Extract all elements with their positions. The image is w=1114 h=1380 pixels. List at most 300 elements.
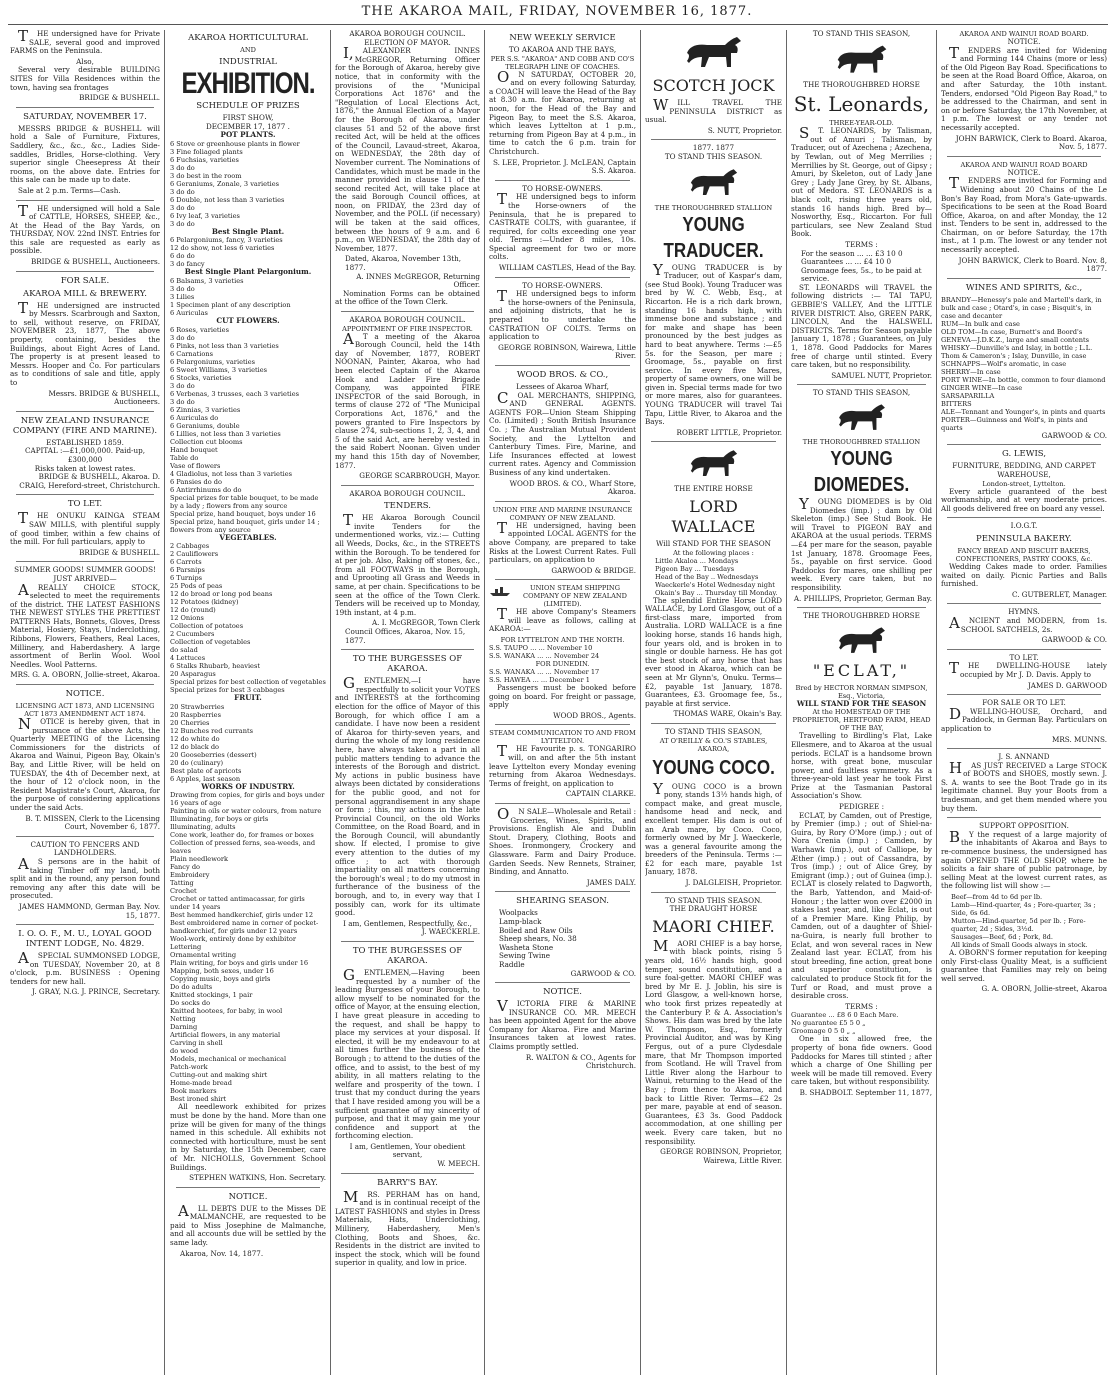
advert-heading: G. LEWIS,: [1001, 449, 1047, 460]
advert-text: ECLAT, by Camden, out of Prestige, by Premier (imp.) ; out of Shiel-na-Guira, by Rory O'More (imp.) ; out of Nora Crenia (imp.) ; Camden, by Warhawk (imp.), out of Calliope, by Æther (imp.) ; out of Cassandra, by Tros (imp.) ; out of Alice Grey, by Emigrant (imp.) ; out of Guinea (imp.). ECLAT is closely related to Dagworth, the Barb, Yattendon, and Maid-of-Honour ; the latter won over £2000 in stakes last year, and, like Eclat, is out of a Premier Mare. King Philip, by Camden, out of a daughter of Shiel-na-Guira, is nearly full brother to Eclat, and won several races in New Zealand last year. ECLAT, from his stout breeding, fine action, great bone and superior constitution, is calculated to produce Stock fit for the Turf or Road, and must prove a desirable cross.: [791, 810, 932, 1001]
list-item: 6 Stalks Rhubarb, heaviest: [170, 662, 260, 671]
advert-heading: NOTICE.: [228, 1191, 268, 1202]
list-item: 12 Onions: [170, 614, 204, 623]
advert-divider: [947, 278, 1101, 279]
advert-divider: [947, 517, 1101, 518]
list-item: 6 Pelargoniums, varieties: [170, 357, 256, 366]
list-item: Groomage 0 5 0 „ „: [791, 1027, 856, 1036]
horse-icon: [832, 624, 892, 658]
goods-list: [489, 909, 636, 969]
advert-divider: [947, 156, 1101, 157]
advert-heading: AKAROA HORTICULTURAL: [188, 33, 308, 43]
advert-signature: B. SHADBOLT. September 11, 1877,: [799, 1087, 932, 1097]
advert-heading: SUMMER GOODS! SUMMER GOODS!: [14, 565, 156, 575]
list-item: Best embroidered name in corner of pocket-handkerchief, for girls under 12 years: [170, 919, 319, 936]
list-item: 6 Verbenas, 3 trusses, each 3 varieties: [170, 389, 299, 398]
advert-divider: [651, 441, 776, 442]
advert-divider: [495, 277, 630, 278]
advert-signature: JAMES D. GARWOOD: [1027, 680, 1107, 690]
list-item: 2 Cabbages: [170, 542, 210, 551]
column-4: [489, 30, 636, 1375]
advert-heading: TO STAND THIS SEASON,: [812, 30, 911, 38]
horse-icon: [830, 42, 894, 78]
list-item: 6 Balsams, 3 varieties: [170, 276, 244, 285]
list-item: PORTER—Guinness and Wolf's, in pints and quarts: [941, 415, 1088, 432]
advert-signature: GEORGE SCARBROUGH, Mayor.: [359, 471, 480, 481]
column-1: [10, 30, 160, 1375]
list-item: Home-made bread: [170, 1079, 232, 1088]
list-item: Waeckerle's Hotel Wednesday night: [655, 580, 775, 589]
advert-heading: AKAROA BOROUGH COUNCIL.: [349, 315, 466, 324]
advert-heading: TO LET.: [1009, 652, 1039, 662]
list-item: 20 Asparagus: [170, 670, 216, 679]
advert-subheading: THE THOROUGHBRED STALLION: [654, 203, 773, 212]
advert-heading: SATURDAY, NOVEMBER 17.: [23, 111, 147, 122]
wines-list: [941, 296, 1107, 432]
advert-text: NOTICE is hereby given, that in pursuance of the above Acts, the Quarterly MEETING of the Licensing Commissioners for the districts of Akaroa and Wainui, Pigeon Bay, Okain's Bay, and Little River, will be held on TUESDAY, the 4th of December next, at the hour of 12 o'clock noon, in the Resident Magistrate's Court, Akaroa, for the purpose of considering applications under the said Acts.: [10, 715, 160, 812]
advert-signature: MRS. G. A. OBORN, Jollie-street, Akaroa.: [10, 670, 160, 680]
section-heading: POT PLANTS.: [220, 130, 276, 140]
column-rule: [936, 30, 937, 1375]
list-item: Painting in oils or water colours, from nature: [170, 807, 322, 816]
advert-text: TENDERS are invited for Forming and Widening about 20 Chains of the Le Bon's Bay Road, from Mora's Gate-upwards. Specifications to be seen at the Road Board Office, Akaroa, on and after Monday, the 12 inst. Tenders to be sent in, addressed to the Chairman, on or before Saturday, the 17th inst., at 1 p.m. The lowest or any tender not necessarily accepted.: [941, 174, 1107, 255]
list-item: S.S. WANAKA ... ... November 24: [489, 652, 600, 661]
advert-subheading: Lessees of Akaroa Wharf,: [516, 382, 609, 391]
list-item: S.S. WANAKA ... ... November 17: [489, 668, 600, 677]
advert-signature: J. GRAY, N.G. J. PRINCE, Secretary.: [32, 987, 160, 997]
list-item: Illuminating, for boys or girls: [170, 815, 269, 824]
list-item: Models, mechanical or mechanical: [170, 1055, 287, 1064]
advert-signature: BRIDGE & BUSHELL, Akaroa. D. CRAIG, Hereford-street, Christchurch.: [19, 472, 160, 490]
terms-list: [791, 1011, 932, 1035]
advert-signature: W. MEECH.: [437, 1159, 480, 1169]
advert-signature: R. WALTON & CO., Agents for Christchurch.: [525, 1052, 636, 1071]
advert-text: MESSRS BRIDGE & BUSHELL will hold a Sale of Furniture, Fixtures, Saddlery, &c., &c., &c., Ladies Side-saddles, Bridles, Horse-clothing. Very superior single Cheesepress At their rooms, on the above date. Entries for this sale can be made up to date.: [10, 123, 160, 185]
advert-text: ESTABLISHED 1859.: [46, 437, 124, 447]
list-item: Collection of pressed ferns, sea-weeds, and leaves: [170, 839, 316, 856]
advert-text: CAPITAL :—£1,000,000. Paid-up, £300,000: [25, 446, 145, 464]
list-item: GENEVA—J.D.K.Z., large and small contents: [941, 335, 1090, 344]
column-rule: [164, 30, 165, 1375]
advert-licensing-notice: [10, 689, 160, 832]
advert-text: TENDERS are invited for Widening and Forming 144 Chains (more or less) of the Old Pigeon Bay Road. Specifications to be seen at the Road Board Office, Akaroa, on and after Saturday, the 10th instant. Tenders, endorsed "Old Pigeon Bay Road," to be addressed to the Chairman, and sent in on or before Saturday, the 17th November, at 1 p.m. The lowest or any tender not necessarily accepted.: [941, 43, 1107, 132]
advert-subheading: WILL STAND FOR THE SEASON: [796, 698, 927, 708]
advert-text: ALL DEBTS DUE to the Misses DE MALMANCHE, are requested to be paid to Miss Josephine de Malmanche, and all accounts due will be settled by the same lady.: [170, 1201, 326, 1248]
advert-mill-brewery: [10, 276, 160, 407]
advert-divider: [16, 924, 154, 925]
advert-subheading: TO AKAROA AND THE BAYS,: [508, 45, 617, 54]
advert-text: THE undersigned are instructed by Messrs. Scarbrough and Saxton, to sell, without reserve, on FRIDAY, NOVEMBER 23, 1877, The above property, containing, besides the Buildings, about Eight Acres of Land. The property is at present leased to Messrs. Hooper and Co. For particulars as to conditions of sale and title, apply to: [10, 298, 160, 387]
advert-divider: [341, 485, 474, 486]
advert-text: THE above Company's Steamers will leave as follows, calling at AKAROA:—: [489, 605, 636, 634]
advert-divider: [651, 723, 776, 724]
advert-signature: WILLIAM CASTLES, Head of the Bay.: [498, 263, 636, 273]
list-item: 3 do do: [170, 187, 195, 196]
advert-subheading: THE THOROUGHBRED STALLION: [802, 438, 921, 446]
list-item: Lamp-black: [499, 916, 542, 926]
advert-signature: SAMUEL NUTT, Proprietor.: [831, 370, 932, 380]
advert-subheading: NOTICE.: [1007, 167, 1041, 177]
advert-signature: JOHN BARWICK, Clerk to Board. Akaroa, Nov. 5, 1877.: [955, 133, 1107, 152]
list-item: Knitted hootees, for baby, in wool: [170, 1007, 283, 1016]
list-item: Book markers: [170, 1087, 217, 1096]
list-item: All kinds of Small Goods always in stock.: [951, 941, 1088, 949]
advert-divider: [341, 941, 474, 942]
advert-divider: [495, 501, 630, 502]
list-item: 4 Gladiolus, not less than 3 varieties: [170, 469, 292, 478]
advert-text: All needlework exhibited for prizes must be done by the hand. More than one prize will be given for many of the things named in this schedule. All exhibits not connected with horticulture, must be sent in by Saturday, the 15th December, care of Mr. NICHOLLS, Government School Buildings.: [170, 1102, 326, 1172]
list-item: do salad: [170, 646, 198, 655]
advert-signature: WOOD BROS., Agents.: [553, 710, 636, 720]
list-item: Embroidery: [170, 871, 210, 880]
list-item: 6 Zinnias, 3 varieties: [170, 405, 241, 414]
list-item: 6 Carnations: [170, 349, 213, 358]
advert-signature: CAPTAIN CLARKE.: [565, 789, 636, 799]
horse-name: LORD WALLACE: [671, 497, 756, 537]
advert-text: MRS. PERHAM has on hand, and is in continual receipt of the LATEST FASHIONS and styles in Dress Materials, Hats, Underclothing, Millinery, Haberdashery, Men's Clothing, Boots and Shoes, &c. Residents in the district are invited to inspect the stock, which will be found superior in quality, and low in price.: [335, 1187, 480, 1268]
advert-heading: WINES AND SPIRITS, &c.,: [965, 282, 1083, 293]
advert-heading: WOOD BROS. & CO.,: [516, 370, 609, 380]
advert-text: COAL MERCHANTS, SHIPPING, AND GENERAL AGENTS. AGENTS FOR—Union Steam Shipping Co. (Limited) ; South British Insurance Co. ; The Australian Mutual Provident Society, and the Lyttelton and Canterbury Times. Fire, Marine, and Life Insurances effected at lowest current rates. Agency and Commission Business of any kind undertaken.: [489, 388, 636, 477]
list-item: Guarantees ... ... £4 10 0: [801, 257, 892, 267]
advert-signature: GARWOOD & BRIDGE.: [551, 565, 636, 575]
advert-text: HAS JUST RECEIVED a Large STOCK of BOOTS and SHOES, mostly sewn. J. S. A. wants to see the Boot Trade go in its legitimate channel. Buy your Boots from a tradesman, and get them mended where you buy them.: [941, 758, 1107, 813]
advert-heading: SHEARING SEASON.: [516, 896, 609, 907]
advert-divider: [947, 748, 1101, 749]
list-item: 20 Raspberries: [170, 710, 221, 719]
list-item: S.S. TAUPO ... ... November 10: [489, 644, 593, 653]
list-item: 6 Fuchsias, varieties: [170, 155, 239, 164]
section-heading: FRUIT.: [234, 693, 262, 703]
horse-icon: [684, 446, 744, 482]
list-item: Plain needlework: [170, 855, 228, 864]
steamship-icon: [489, 586, 511, 596]
advert-divider: [16, 684, 154, 685]
list-item: Beef—from 4d to 6d per lb.: [951, 893, 1043, 901]
advert-subheading: LICENSING ACT 1873, AND LICENSING ACT 1873 AMENDMENT ACT 1874.: [15, 702, 155, 719]
list-item: S.S. HAWEA ... ... December 1: [489, 676, 590, 685]
list-item: 3 do do: [170, 381, 195, 390]
list-item: Fancy do: [170, 863, 201, 872]
advert-divider: [651, 139, 776, 140]
list-item: 6 Stocks, varieties: [170, 373, 232, 382]
list-item: SHERRY—In case: [941, 367, 1001, 376]
advert-heading: TO LET.: [67, 499, 103, 510]
list-item: 12 do white do: [170, 734, 220, 743]
list-item: Special prize, hand bouquet, girls under 14 ; flowers from any source: [170, 517, 320, 534]
advert-heading: AKAROA MILL & BREWERY.: [23, 288, 147, 299]
list-item: Do socks do: [170, 999, 211, 1008]
terms-list: [791, 250, 932, 284]
list-item: 6 Lillies, not less than 3 varieties: [170, 429, 281, 438]
column-5: [645, 30, 782, 1375]
list-item: WHISKY—Dunville's and Islay, in bottle ; L.L. Thom & Cameron's ; Islay, Dunville, in case: [941, 343, 1093, 360]
list-item: Washeta Stone: [499, 942, 554, 952]
list-item: 6 Roses, varieties: [170, 325, 229, 334]
horse-name: St. Leonards,: [793, 92, 930, 117]
advert-heading: I. O. O. F., M. U., LOYAL GOOD INTENT LODGE, No. 4829.: [18, 929, 152, 950]
list-item: 6 Parsnips: [170, 566, 205, 575]
section-heading: Best Single Plant.: [211, 226, 285, 236]
list-item: Collection of vegetables: [170, 638, 251, 647]
list-item: Crochet or tatted antimacassar, for girls under 14 years: [170, 895, 305, 912]
advert-signature: G. A. OBORN, Jollie-street, Akaroa: [981, 984, 1107, 994]
sailing-list: [489, 644, 636, 660]
advert-divider: [16, 494, 154, 495]
advert-heading: TO HORSE-OWNERS.: [522, 280, 603, 290]
advert-text: I,ALEXANDER INNES McGREGOR, Returning Officer for the Borough of Akaroa, hereby give notice, that in conformity with the provisions of the "Municipal Corporations Act 1876" and the "Regulation of Local Elections Act, 1876," the Annual Election of a Mayor for the Borough of Akaroa, under clauses 51 and 52 of the above first recited Act, will be held at the offices of the Council, Lavaud-street, Akaroa, on WEDNESDAY, the 28th day of November current. The Nominations of Candidates, which must be made in the manner provided in clause 11 of the second recited Act, will take place at the said Borough Council offices, at noon, on FRIDAY, the 23rd day of November, and the POLL (if necessary) will be taken at the said offices, between the hours of 9 a.m. and 6 p.m., on WEDNESDAY, the 28th day of November, 1877.: [335, 44, 480, 253]
advert-heading: TO STAND THIS SEASON.: [664, 151, 763, 161]
advert-text: ANCIENT and MODERN, from 1s. SCHOOL SATCHELS, 2s.: [949, 613, 1107, 634]
advert-subheading: THREE-YEAR-OLD.: [829, 119, 894, 128]
advert-text: THE undersigned will hold a Sale of CATTLE, HORSES, SHEEP, &c., At the Head of the Bay Yards, on THURSDAY, NOV. 22nd INST. Entries for this sale are requested as early as possible.: [10, 201, 160, 256]
advert-text: THE ONUKU KAINGA STEAM SAW MILLS, with plentiful supply of good timber, within a few chains of the mill. For full particulars, apply to: [10, 509, 160, 547]
advert-heading: UNION FIRE AND MARINE INSURANCE COMPANY OF NEW ZEALAND.: [492, 505, 633, 522]
column-3: [335, 30, 480, 1375]
advert-text: Also,: [76, 56, 94, 66]
advert-heading: I.O.G.T.: [1010, 521, 1038, 531]
list-item: Ornamental writing: [170, 951, 237, 960]
advert-heading: AKAROA AND WAINUI ROAD BOARD: [960, 160, 1088, 169]
list-item: Pigeon Bay ... Tuesdays: [655, 564, 735, 573]
advert-divider: [651, 892, 776, 893]
advert-text: AREALLY CHOICE STOCK, selected to meet the requirements of the district. THE LATEST FASHIONS THE NEWEST STYLES THE PRETTIEST PATTERNS Hats, Bonnets, Gloves, Dress Material, Hosiery, Stays, Underclothing, Ribbons, Flowers, Feathers, Real Laces, Millinery, and Haberdashery. A large assortment of Berlin Wool. Wool Needles. Wool Patterns.: [10, 580, 160, 669]
list-item: 6 Stove or greenhouse plants in flower: [170, 139, 300, 148]
advert-farms: [10, 30, 160, 103]
list-item: Mutton—Hind-quarter, 5d per lb. ; Fore-quarter, 2d ; Sides, 3½d.: [951, 917, 1086, 933]
list-item: Little Akaloa ... Mondays: [655, 556, 739, 565]
prize-list: [170, 326, 326, 534]
advert-signature: GARWOOD & CO.: [570, 968, 636, 978]
advert-divider: [797, 384, 926, 385]
advert-signature: JOHN BARWICK, Clerk to Board. Nov. 8, 1877.: [958, 255, 1107, 274]
advert-signature: GARWOOD & CO.: [1041, 635, 1107, 645]
advert-signature: THOMAS WARE, Okain's Bay.: [673, 709, 782, 719]
advert-text: AT a meeting of the Akaroa Borough Council, held the 14th day of November, 1877, ROBERT NOONAN, Painter, Akaroa, who had been elected Captain of the Akaroa Hook and Ladder Fire Brigade Company, was appointed FIRE INSPECTOR of the said Borough, in terms of clause 272 of "The Municipal Corporations Act, 1876," and the powers granted to Fire Inspectors by clause 274, sub-sections 1, 2, 3, 4, and 5 of the said Act, are hereby vested in the said Robert Noonan. Given under my hand this 15th day of November, 1877.: [335, 329, 480, 470]
horse-icon: [832, 401, 892, 435]
advert-subheading: At the following places :: [673, 548, 754, 557]
advert-heading: TO THE BURGESSES OF AKAROA.: [352, 946, 463, 966]
advert-heading: THE ENTIRE HORSE: [674, 484, 753, 494]
list-item: For the season ... ... £3 10 0: [801, 248, 903, 258]
prize-list: [170, 140, 326, 228]
list-item: Wool-work, entirely done by exhibitor: [170, 935, 297, 944]
section-heading: CUT FLOWERS.: [216, 315, 280, 325]
advert-text: AND: [240, 46, 256, 54]
list-item: 25 Pods of peas: [170, 582, 223, 591]
list-item: 3 do do: [170, 219, 195, 228]
advert-heading: TO THE BURGESSES OF AKAROA.: [352, 654, 463, 675]
advert-divider: [495, 579, 630, 580]
advert-divider: [947, 603, 1101, 604]
advert-signature: Messrs. BRIDGE & BUSHELL, Auctioneers.: [48, 388, 160, 407]
advert-caution: [10, 841, 160, 920]
list-item: ALE—Tennant and Younger's, in pints and quarts: [941, 407, 1106, 416]
advert-signature: GEORGE ROBINSON, Wairewa, Little River.: [498, 342, 636, 361]
list-item: BRANDY—Henessy's pale and Martell's dark, in bulk and case ; Otard's, in case ; Bisquit's, in case and decanter: [941, 295, 1102, 320]
list-item: Boiled and Raw Oils: [499, 925, 573, 935]
advert-text: One in six allowed free, the property of bona fide owners. Good Paddocks for Mares till stinted ; after which a charge of One Shilling per week will be made till removed. Every care taken, but without responsibility.: [791, 1034, 932, 1087]
list-item: Cone work, leather do, for frames or boxes: [170, 831, 314, 840]
advert-signature: B. T. MISSEN, Clerk to the Licensing Court, November 6, 1877.: [25, 813, 160, 832]
advert-signature: J. DALGLEISH, Proprietor.: [685, 878, 782, 888]
list-item: Woolpacks: [499, 908, 538, 918]
list-item: 6 Sweet Williams, 3 varieties: [170, 365, 268, 374]
column-rule: [786, 30, 787, 1375]
advert-signature: S. LEE, Proprietor. J. McLEAN, Captain S.S. Akaroa.: [492, 157, 636, 176]
list-item: 1 Specimen plant of any description: [170, 300, 291, 309]
advert-divider: [341, 649, 474, 650]
advert-cattle-sale: [10, 201, 160, 267]
advert-heading: SCOTCH JOCK: [652, 76, 775, 95]
list-item: Groomage fees, 5s., to be paid at service.: [801, 265, 922, 284]
advert-signature: Akaroa, Nov. 14, 1877.: [180, 1248, 264, 1258]
list-item: Do do adults: [170, 983, 213, 992]
list-item: 6 Auriculas do: [170, 413, 219, 422]
advert-divider: [797, 607, 926, 608]
advert-subheading: ELECTION OF MAYOR.: [364, 37, 451, 47]
exhibition-title: EXHIBITION.: [181, 66, 315, 101]
prize-list: [170, 277, 326, 317]
list-item: 3 do do: [170, 163, 195, 172]
advert-text: YOUNG DIOMEDES is by Old Diomedes (imp.) ; dam by Old Skeleton (imp.) See Stud Book. He will Travel to PIGEON BAY and AKAROA at the usual periods. TERMS—£4 per mare for the season, payable 1st January, 1878. Groomage Fees, 5s., payable on first service. Good Paddocks for mares, one shilling per week. Every care taken, but no responsibility.: [791, 495, 932, 592]
list-item: Best hemmed handkerchief, girls under 12: [170, 911, 314, 920]
advert-text: THE Akaroa Borough Council invite Tenders for the undermentioned works, viz.:— Cutting all Weeds, Docks, &c., in the STREETS within the Borough. To be tendered for at per job. Also, Raking off stones, &c., from all FOOTWAYS in the Borough, and Uprooting all Grass and Weeds in same, at per chain. Specifications to be seen at the office of the Town Clerk. Tenders will be received up to Monday, 19th instant, at 4 p.m.: [335, 511, 480, 617]
advert-heading: TO STAND THIS SEASON,: [812, 388, 911, 398]
meat-price-list: [941, 893, 1107, 949]
list-item: do wood: [170, 1047, 199, 1056]
advert-text: Wedding Cakes made to order. Families waited on daily. Picnic Parties and Balls furnished.: [941, 562, 1107, 589]
list-item: 6 Carrots: [170, 558, 202, 567]
list-item: 20 Gooseberries (dessert): [170, 750, 257, 759]
list-item: Special prize, hand bouquet, boys under 16: [170, 509, 316, 518]
advert-text: DWELLING-HOUSE, Orchard, and Paddock, in German Bay. Particulars on application to: [941, 704, 1107, 733]
list-item: 3 do do: [170, 284, 195, 293]
horse-name: "ECLAT,": [812, 660, 911, 680]
list-item: Drawing from copies, for girls and boys under 16 years of age: [170, 791, 325, 808]
list-item: SARSAPARILLA: [941, 391, 995, 400]
advert-text: WILL TRAVEL THE PENINSULA DISTRICT as usual.: [645, 96, 782, 125]
list-item: 12 Bunches red currants: [170, 726, 253, 735]
list-item: Table do: [170, 453, 199, 462]
advert-signature: A. INNES McGREGOR, Returning Officer.: [356, 271, 480, 290]
section-heading: Best Single Plant Pelargonium.: [184, 267, 312, 277]
advert-text: ST. LEONARDS, by Talisman, out of Amuri ; Talisman, by Traducer, out of Azechena ; Azechena, by Tewlan, out of Meg Merrilies ; Merrillies by St. George, out of Gipsy ; Amuri, by Skeleton, out of Lady Jane Grey ; Lady Jane Grey, by St. Albans, out of Medora. ST. LEONARDS is a black colt, rising three years old, stands 16 hands high. Bred by—Nosworthy, Esq., Riccarton. For full particulars, see New Zealand Stud Book.: [791, 124, 932, 239]
advert-heading: THE THOROUGHBRED HORSE: [803, 611, 920, 621]
advert-text: ASPECIAL SUMMONSED LODGE, on TUESDAY, November 20, at 8 o'clock, p.m. BUSINESS : Opening tenders for new hall.: [10, 949, 160, 986]
advert-text: The splendid Entire Horse LORD WALLACE, by Lord Glasgow, out of a first-class mare, imported from Australia. LORD WALLACE is a fine looking horse, stands 16 hands high, four years old, and is broken in to single or double harness. He has got the best stock of any horse that has ever stood in Akaroa, which can be seen at Mr Glynn's, Onuku. Terms—£2, payable 1st January, 1878. Guarantees, £3. Groomage fee, 5s., payable at first service.: [645, 595, 782, 708]
advert-text: BY the request of a large majority of the inhabitants of Akaroa and Bays to re-commence business, the undersigned has again OPENED THE OLD SHOP, where he solicits a fair share of public patronage, by selling Meat at the lowest current rates, as the following list will show :—: [941, 827, 1107, 891]
list-item: 6 Double, not less than 3 varieties: [170, 195, 285, 204]
advert-subheading: FANCY BREAD AND BISCUIT BAKERS, CONFECTIONERS, PASTRY COOKS, &c.: [955, 547, 1093, 563]
advert-signature: JAMES HAMMOND, German Bay. Nov. 15, 1877.: [18, 901, 160, 920]
list-item: 12 do show, not less 6 varieties: [170, 244, 275, 253]
list-item: Plain writing, for boys and girls under 16: [170, 959, 309, 968]
advert-insurance: [10, 416, 160, 491]
masthead-rule: [8, 24, 1108, 25]
advert-text: THE undersigned begs to inform the horse-owners of the Peninsula, and adjoining districts, that he is prepared to undertake the CASTRATION OF COLTS. Terms on application to: [489, 287, 636, 342]
advert-text: Dated, Akaroa, November 13th, 1877.: [345, 254, 462, 273]
list-item: SCHNAPPS—Wolf's aromatic, in case: [941, 359, 1067, 368]
advert-text: ON SATURDAY, OCTOBER 20, and on every following Saturday, a COACH will leave the Head of the Bay at 8.30 a.m. for Akaroa, returning at noon, for the Head of the Bay and Pigeon Bay, to meet the S.S. Akaroa, which leaves Lyttelton at 1 p.m., returning from Pigeon Bay at 4 p.m., in time to catch the 6 p.m. train for Christchurch.: [489, 67, 636, 156]
prize-list: [170, 791, 326, 1103]
advert-subheading: PER S.S. "AKAROA" AND COBB AND CO'S TELEGRAPH LINE OF COACHES.: [490, 54, 635, 71]
advert-subheading: THE DRAUGHT HORSE: [669, 904, 758, 914]
advert-signature: A. PHILLIPS, Proprietor, German Bay.: [793, 593, 932, 603]
advert-text: ON SALE—Wholesale and Retail : Groceries, Wines, Spirits, and Provisions. English Ale and Dublin Stout. Drapery, Clothing, Boots and Shoes. Ironmongery, Crockery and Glassware. Farm and Dairy Produce. Garden Seeds. New Rennets, Strainer, Binding, and Annatto.: [489, 805, 636, 877]
advert-text: Every article guaranteed of the best workmanship, and at very moderate prices. All goods delivered free on board any vessel.: [941, 486, 1107, 513]
advert-signature: ROBERT LITTLE, Proprietor.: [676, 427, 782, 437]
advert-text: Travelling to Birdling's Flat, Lake Ellesmere, and to Akaroa at the usual periods. ECLAT is a handsome brown horse, with great bone, muscular power, and faultless symmetry. As a three-year-old last year he took First Prize at the Tasmanian Pastoral Association's Show.: [791, 731, 932, 801]
advert-text: FIRST SHOW,: [222, 113, 274, 122]
list-item: Special prizes for best 3 cabbages: [170, 686, 285, 695]
section-heading: VEGETABLES.: [219, 532, 277, 542]
list-item: Collection of potatoes: [170, 622, 244, 631]
advert-divider: [16, 411, 154, 412]
advert-heading: UNION STEAM SHIPPING COMPANY OF NEW ZEALAND (LIMITED).: [523, 584, 627, 609]
advert-divider: [341, 311, 474, 312]
list-item: 3 do do: [170, 397, 195, 406]
list-item: Copying music, boys and girls: [170, 975, 271, 984]
list-item: Best ironed shirt: [170, 1095, 227, 1104]
advert-text: THE Favourite p. s. TONGARIRO will, on and after the 5th instant leave Lyttelton every Monday evening returning from Akaroa Wednesdays. Terms of freight, on application to: [489, 742, 636, 788]
horse-name: MAORI CHIEF.: [652, 916, 775, 936]
advert-heading: NEW ZEALAND INSURANCE COMPANY (FIRE AND MARINE).: [12, 415, 158, 436]
advert-subheading: JUST ARRIVED—: [53, 573, 117, 583]
column-rule: [640, 30, 641, 1375]
advert-divider: [495, 803, 630, 804]
advert-heading: TO STAND THIS SEASON.: [664, 895, 763, 905]
list-item: Sewing Twine: [499, 951, 551, 961]
masthead: THE AKAROA MAIL, FRIDAY, NOVEMBER 16, 1877.: [361, 4, 753, 19]
list-item: PORT WINE—In bottle, common to four diamond: [941, 375, 1106, 384]
advert-subheading: THE THOROUGHBRED HORSE: [803, 79, 920, 89]
list-item: 20 Strawberries: [170, 702, 225, 711]
advert-subheading: FURNITURE, BEDDING, AND CARPET WAREHOUSE,: [952, 461, 1096, 480]
advert-signature: GEORGE ROBINSON, Proprietor, Wairewa, Little River.: [660, 1147, 782, 1165]
advert-divider: [16, 561, 154, 562]
pedigree-heading: PEDIGREE :: [838, 802, 885, 812]
prize-list: [170, 236, 326, 268]
list-item: 6 do do: [170, 252, 195, 261]
list-item: 3 do do: [170, 333, 195, 342]
horse-name: YOUNG TRADUCER.: [663, 212, 764, 262]
advert-text: THE undersigned have for Private SALE, several good and improved FARMS on the Peninsula.: [10, 30, 160, 56]
advert-divider: [947, 444, 1101, 445]
advert-text: ST. LEONARDS will TRAVEL the following districts :— TAI TAPU, GEBBIE'S VALLEY, And the LITTLE RIVER DISTRICT. Also, GREEN PARK, LINCOLN, And the HALSWELL DISTRICTS. Terms for Season payable January 1, 1878 ; Guarantees, on July 1, 1878. Good Paddocks for Mares free of charge until stinted. Every care taken, but no responsibility.: [791, 282, 932, 370]
advert-divider: [495, 891, 630, 892]
list-item: Sausages—Beef, 6d ; Pork, 8d.: [951, 933, 1053, 941]
advert-heading: TO STAND THIS SEASON,: [664, 726, 763, 736]
horse-name: YOUNG DIOMEDES.: [813, 446, 910, 496]
advert-signature: WOOD BROS. & CO., Wharf Store, Akaroa.: [509, 478, 636, 497]
list-item: Artificial flowers, in any material: [170, 1031, 281, 1040]
advert-divider: [947, 649, 1101, 650]
list-item: GINGER WINE—In case: [941, 383, 1023, 392]
advert-heading: SCHEDULE OF PRIZES: [196, 101, 300, 111]
list-item: Special prizes for best collection of vegetables: [170, 678, 326, 687]
list-item: 20 do (culinary): [170, 758, 224, 767]
list-item: 6 Antirrhinums do do: [170, 485, 242, 494]
horse-icon: [679, 33, 749, 73]
advert-heading: TO HORSE-OWNERS.: [522, 183, 603, 193]
list-item: Lettering: [170, 943, 202, 952]
list-item: 20 Cherries: [170, 718, 210, 727]
advert-text: YOUNG COCO is a brown pony, stands 13½ hands high, of compact make, and great muscle, handsome head and neck, and excellent temper. His dam is out of an Arab mare, by Coco. Coco, formerly owned by Mr J. Waeckerle, was a general favourite among the breeders of the Peninsula. Terms :—£2 for each mare, payable 1st January, 1878.: [645, 779, 782, 877]
list-item: 2 Cucumbers: [170, 630, 215, 639]
advert-divider: [495, 724, 630, 725]
advert-text: 1877. 1877: [692, 143, 735, 153]
